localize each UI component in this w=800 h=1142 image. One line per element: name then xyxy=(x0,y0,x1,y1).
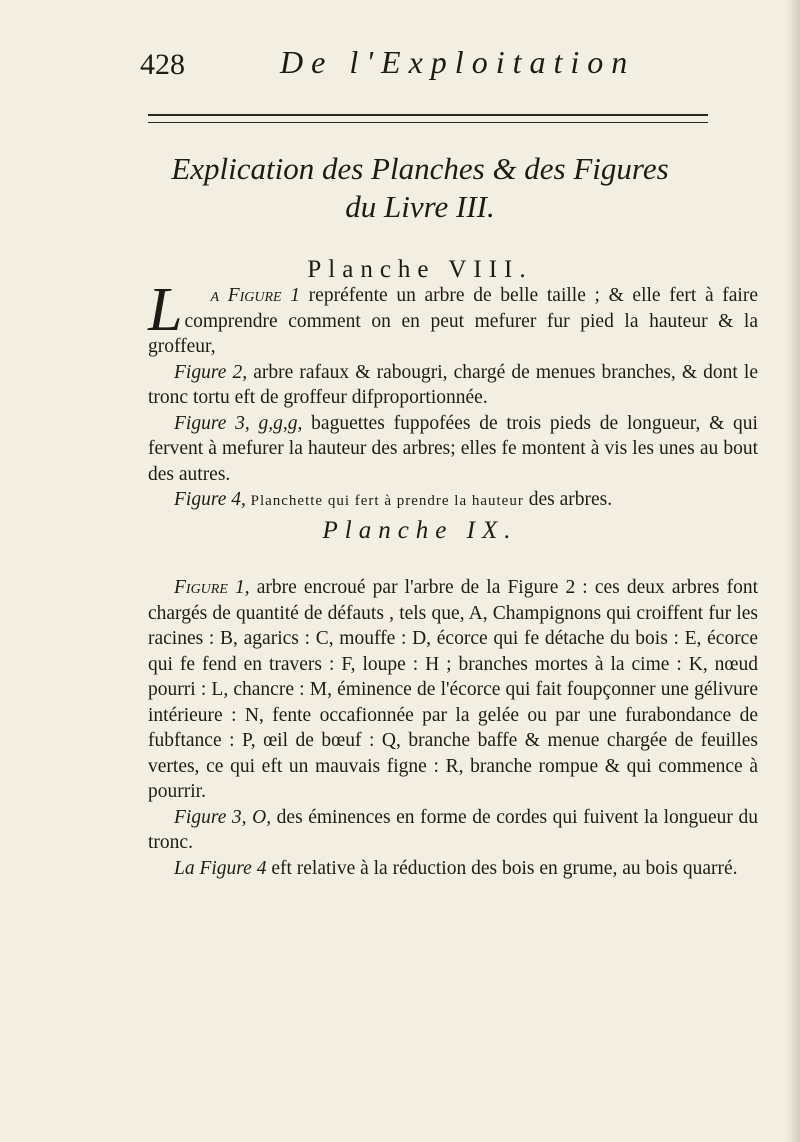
page-title xyxy=(100,150,740,226)
plate-9-text xyxy=(148,575,758,881)
plate-8-paragraph-3 xyxy=(148,411,758,488)
figure-ref: Figure 2, xyxy=(174,361,248,383)
figure-ref: Figure 1, xyxy=(174,577,250,598)
figure-ref: Figure 4, xyxy=(174,489,246,510)
figure-ref: a Figure 1 xyxy=(210,285,301,306)
header-rule xyxy=(148,114,708,123)
plate-9-paragraph-2 xyxy=(148,805,758,856)
paragraph-text: arbre rafaux & rabougri, chargé de menues branches, & dont le tronc tortu eft de groffeur difproportionnée. xyxy=(148,361,758,408)
running-title: De l'Exploitation xyxy=(280,44,636,80)
paragraph-text: eft relative à la réduction des bois en grume, au bois quarré. xyxy=(266,857,738,879)
title-line-1: Explication des Planches & des Figures xyxy=(171,151,669,186)
page-edge-shadow xyxy=(786,0,800,1142)
plate-8-text xyxy=(148,276,758,515)
paragraph-text: repréfente un arbre de belle taille ; & elle fert à faire comprendre comment on en peut mefurer fur pied la hauteur & la groffeur, xyxy=(148,285,758,357)
figure-ref: Figure 3, O, xyxy=(174,806,272,828)
figure-ref: Figure 3, g,g,g, xyxy=(174,412,303,434)
plate-8-paragraph-2 xyxy=(148,360,758,411)
page-number: 428 xyxy=(140,48,185,81)
running-head xyxy=(140,40,700,90)
paragraph-text-small: Planchette qui fert à prendre la hauteur xyxy=(245,493,524,509)
plate-9-heading: Planche IX. xyxy=(322,517,518,544)
plate-8-paragraph-1 xyxy=(148,276,758,360)
paragraph-text: des arbres. xyxy=(523,489,613,510)
paragraph-text: des éminences en forme de cordes qui fuivent la longueur du tronc. xyxy=(148,806,759,853)
drop-cap: L xyxy=(148,276,183,344)
plate-8-heading: Planche VIII. xyxy=(307,256,533,283)
plate-9-paragraph-3 xyxy=(148,856,758,882)
plate-9-paragraph-1 xyxy=(148,575,758,805)
paragraph-text: baguettes fuppofées de trois pieds de longueur, & qui fervent à mefurer la hauteur des arbres; elles fe montent à vis les unes au bout des autres. xyxy=(148,412,758,485)
title-line-2: du Livre III. xyxy=(345,189,495,224)
plate-8-paragraph-4 xyxy=(148,487,758,515)
paragraph-text: arbre encroué par l'arbre de la Figure 2 : ces deux arbres font chargés de quantité de défauts , tels que, A, Champignons qui croiffent fur les racines : B, agarics : C, mouffe : D, écorce qui fe détache du bois : E, écorce qui fe fend en travers : F, loupe : H ; branches mortes à la cime : K, nœud pourri : L, chancre : M, éminence de l'écorce qui fait foupçonner une gélivure intérieure : N, fente occafionnée par la gelée ou par une furabondance de fubftance : P, œil de bœuf : Q, branche baffe & menue chargée de feuilles vertes, ce qui eft un mauvais figne : R, branche rompue & qui commence à pourrir. xyxy=(148,577,758,802)
figure-ref: La Figure 4 xyxy=(174,857,267,879)
